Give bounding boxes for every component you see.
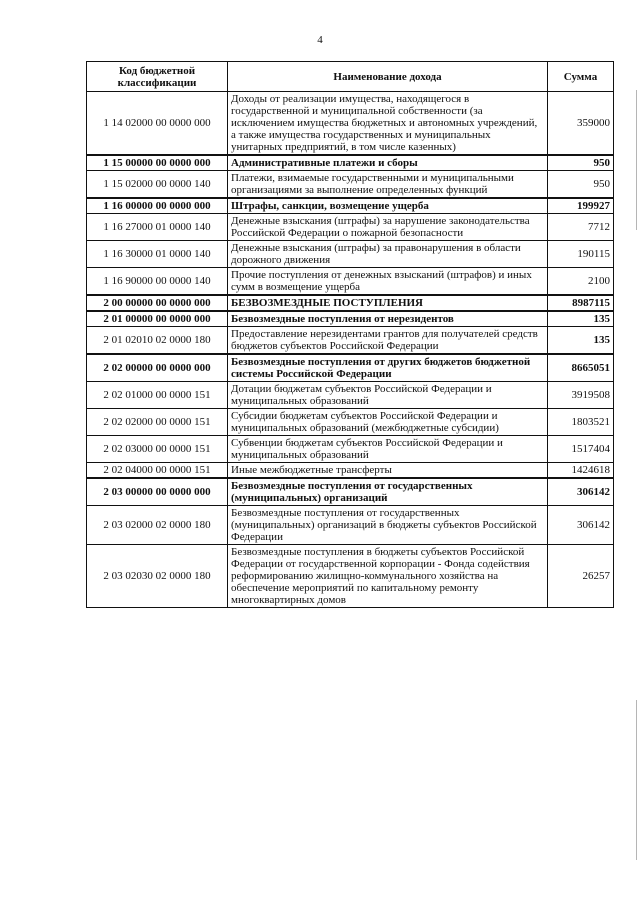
cell-sum: 306142	[548, 478, 614, 506]
table-row	[87, 311, 614, 327]
cell-code: 2 02 01000 00 0000 151	[87, 382, 228, 409]
table-row	[87, 382, 614, 409]
cell-code: 2 02 04000 00 0000 151	[87, 463, 228, 479]
cell-code: 2 03 02000 02 0000 180	[87, 506, 228, 545]
cell-code: 2 00 00000 00 0000 000	[87, 295, 228, 311]
cell-sum: 26257	[548, 545, 614, 608]
cell-name: БЕЗВОЗМЕЗДНЫЕ ПОСТУПЛЕНИЯ	[228, 295, 548, 311]
cell-sum: 2100	[548, 268, 614, 296]
cell-name: Платежи, взимаемые государственными и муниципальными организациями за выполнение определенных функций	[228, 171, 548, 199]
cell-sum: 7712	[548, 214, 614, 241]
table-row	[87, 171, 614, 199]
header-name: Наименование дохода	[228, 62, 548, 92]
cell-code: 1 16 27000 01 0000 140	[87, 214, 228, 241]
table-row	[87, 463, 614, 479]
cell-code: 1 16 90000 00 0000 140	[87, 268, 228, 296]
cell-sum: 135	[548, 311, 614, 327]
cell-name: Прочие поступления от денежных взысканий (штрафов) и иных сумм в возмещение ущерба	[228, 268, 548, 296]
table-row	[87, 409, 614, 436]
cell-code: 1 16 30000 01 0000 140	[87, 241, 228, 268]
cell-name: Субвенции бюджетам субъектов Российской Федерации и муниципальных образований	[228, 436, 548, 463]
cell-name: Денежные взыскания (штрафы) за нарушение законодательства Российской Федерации о пожарной безопасности	[228, 214, 548, 241]
cell-code: 2 02 02000 00 0000 151	[87, 409, 228, 436]
page-number: 4	[317, 34, 323, 46]
cell-name: Денежные взыскания (штрафы) за правонарушения в области дорожного движения	[228, 241, 548, 268]
cell-code: 2 01 02010 02 0000 180	[87, 327, 228, 355]
cell-name: Безвозмездные поступления от нерезидентов	[228, 311, 548, 327]
table-row	[87, 506, 614, 545]
cell-code: 1 16 00000 00 0000 000	[87, 198, 228, 214]
cell-name: Предоставление нерезидентами грантов для получателей средств бюджетов субъектов Российской Федерации	[228, 327, 548, 355]
cell-name: Административные платежи и сборы	[228, 155, 548, 171]
cell-code: 2 03 02030 02 0000 180	[87, 545, 228, 608]
table-row	[87, 214, 614, 241]
table-row	[87, 354, 614, 382]
cell-code: 2 01 00000 00 0000 000	[87, 311, 228, 327]
cell-sum: 1424618	[548, 463, 614, 479]
cell-sum: 135	[548, 327, 614, 355]
table-header-row	[87, 62, 614, 92]
cell-sum: 950	[548, 171, 614, 199]
cell-sum: 950	[548, 155, 614, 171]
cell-code: 2 03 00000 00 0000 000	[87, 478, 228, 506]
table-row	[87, 198, 614, 214]
scan-edge-mark	[636, 700, 637, 860]
cell-name: Субсидии бюджетам субъектов Российской Федерации и муниципальных образований (межбюджетные субсидии)	[228, 409, 548, 436]
cell-name: Доходы от реализации имущества, находящегося в государственной и муниципальной собственности (за исключением имущества бюджетных и автономных учреждений, а также имущества государственных и муниципальных унитарных предприятий, в том числе казенных)	[228, 92, 548, 156]
cell-name: Безвозмездные поступления от других бюджетов бюджетной системы Российской Федерации	[228, 354, 548, 382]
header-code: Код бюджетной классификации	[87, 62, 228, 92]
cell-code: 1 14 02000 00 0000 000	[87, 92, 228, 156]
cell-sum: 190115	[548, 241, 614, 268]
header-sum: Сумма	[548, 62, 614, 92]
table-row	[87, 327, 614, 355]
cell-sum: 1517404	[548, 436, 614, 463]
table-row	[87, 295, 614, 311]
cell-name: Дотации бюджетам субъектов Российской Федерации и муниципальных образований	[228, 382, 548, 409]
cell-sum: 1803521	[548, 409, 614, 436]
table-row	[87, 241, 614, 268]
cell-sum: 8987115	[548, 295, 614, 311]
cell-sum: 199927	[548, 198, 614, 214]
cell-sum: 8665051	[548, 354, 614, 382]
cell-name: Иные межбюджетные трансферты	[228, 463, 548, 479]
cell-sum: 306142	[548, 506, 614, 545]
cell-code: 2 02 03000 00 0000 151	[87, 436, 228, 463]
table-row	[87, 478, 614, 506]
table-body	[87, 92, 614, 608]
table-row	[87, 436, 614, 463]
table-row	[87, 155, 614, 171]
revenue-table	[86, 61, 614, 608]
scan-edge-mark	[636, 90, 637, 230]
table-row	[87, 92, 614, 156]
cell-name: Штрафы, санкции, возмещение ущерба	[228, 198, 548, 214]
cell-code: 1 15 00000 00 0000 000	[87, 155, 228, 171]
cell-sum: 3919508	[548, 382, 614, 409]
cell-name: Безвозмездные поступления от государственных (муниципальных) организаций	[228, 478, 548, 506]
table-row	[87, 545, 614, 608]
cell-sum: 359000	[548, 92, 614, 156]
cell-code: 2 02 00000 00 0000 000	[87, 354, 228, 382]
cell-code: 1 15 02000 00 0000 140	[87, 171, 228, 199]
cell-name: Безвозмездные поступления в бюджеты субъектов Российской Федерации от государственной корпорации - Фонда содействия реформированию жилищно-коммунального хозяйства на обеспечение мероприятий по капитальному ремонту многоквартирных домов	[228, 545, 548, 608]
cell-name: Безвозмездные поступления от государственных (муниципальных) организаций в бюджеты субъектов Российской Федерации	[228, 506, 548, 545]
table-row	[87, 268, 614, 296]
